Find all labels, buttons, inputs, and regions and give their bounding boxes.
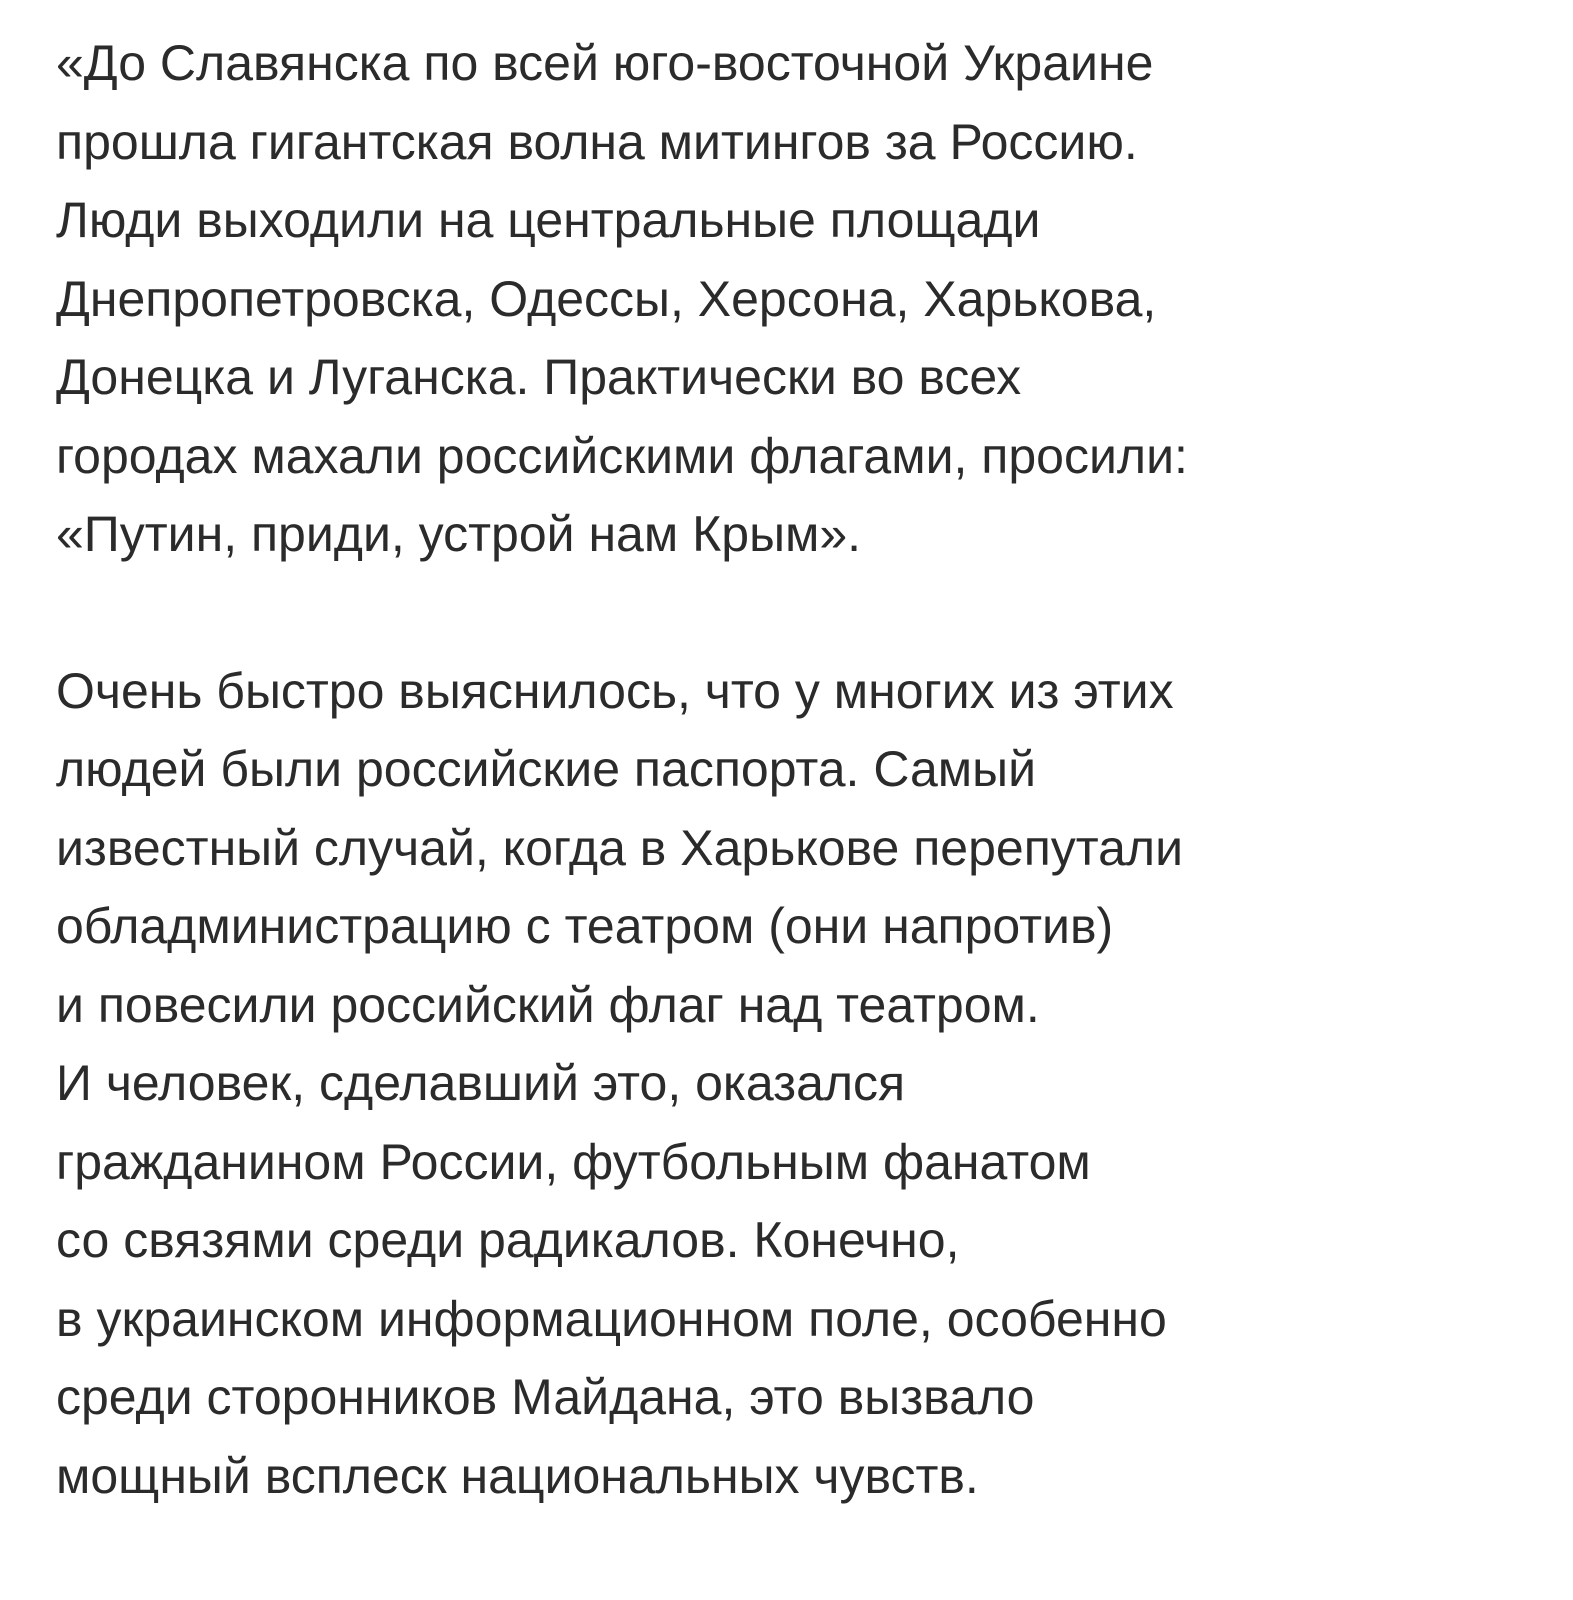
text-line: среди сторонников Майдана, это вызвало xyxy=(56,1369,1035,1425)
paragraph-spacer xyxy=(56,574,1536,652)
text-line: Донецка и Луганска. Практически во всех xyxy=(56,349,1022,405)
text-line: со связями среди радикалов. Конечно, xyxy=(56,1212,960,1268)
text-line: обладминистрацию с театром (они напротив) xyxy=(56,898,1114,954)
article-text xyxy=(56,24,1536,1515)
text-line: Люди выходили на центральные площади xyxy=(56,192,1041,248)
text-line: в украинском информационном поле, особенно xyxy=(56,1290,1167,1347)
text-line: мощный всплеск национальных чувств. xyxy=(56,1447,979,1504)
text-line: И человек, сделавший это, оказался xyxy=(56,1055,906,1111)
text-line: известный случай, когда в Харькове перепутали xyxy=(56,819,1184,876)
paragraph-1 xyxy=(56,24,1536,574)
text-line: гражданином России, футбольным фанатом xyxy=(56,1133,1091,1190)
text-line: городах махали российскими флагами, просили: xyxy=(56,427,1188,484)
text-line: людей были российские паспорта. Самый xyxy=(56,741,1037,797)
text-line: и повесили российский флаг над театром. xyxy=(56,976,1040,1033)
text-line: Очень быстро выяснилось, что у многих из этих xyxy=(56,662,1174,719)
paragraph-2 xyxy=(56,652,1536,1516)
text-line: «Путин, приди, устрой нам Крым». xyxy=(56,506,862,562)
text-line: Днепропетровска, Одессы, Херсона, Харькова, xyxy=(56,270,1157,327)
text-line: «До Славянска по всей юго-восточной Украине xyxy=(56,35,1154,91)
text-line: прошла гигантская волна митингов за Россию. xyxy=(56,113,1138,170)
